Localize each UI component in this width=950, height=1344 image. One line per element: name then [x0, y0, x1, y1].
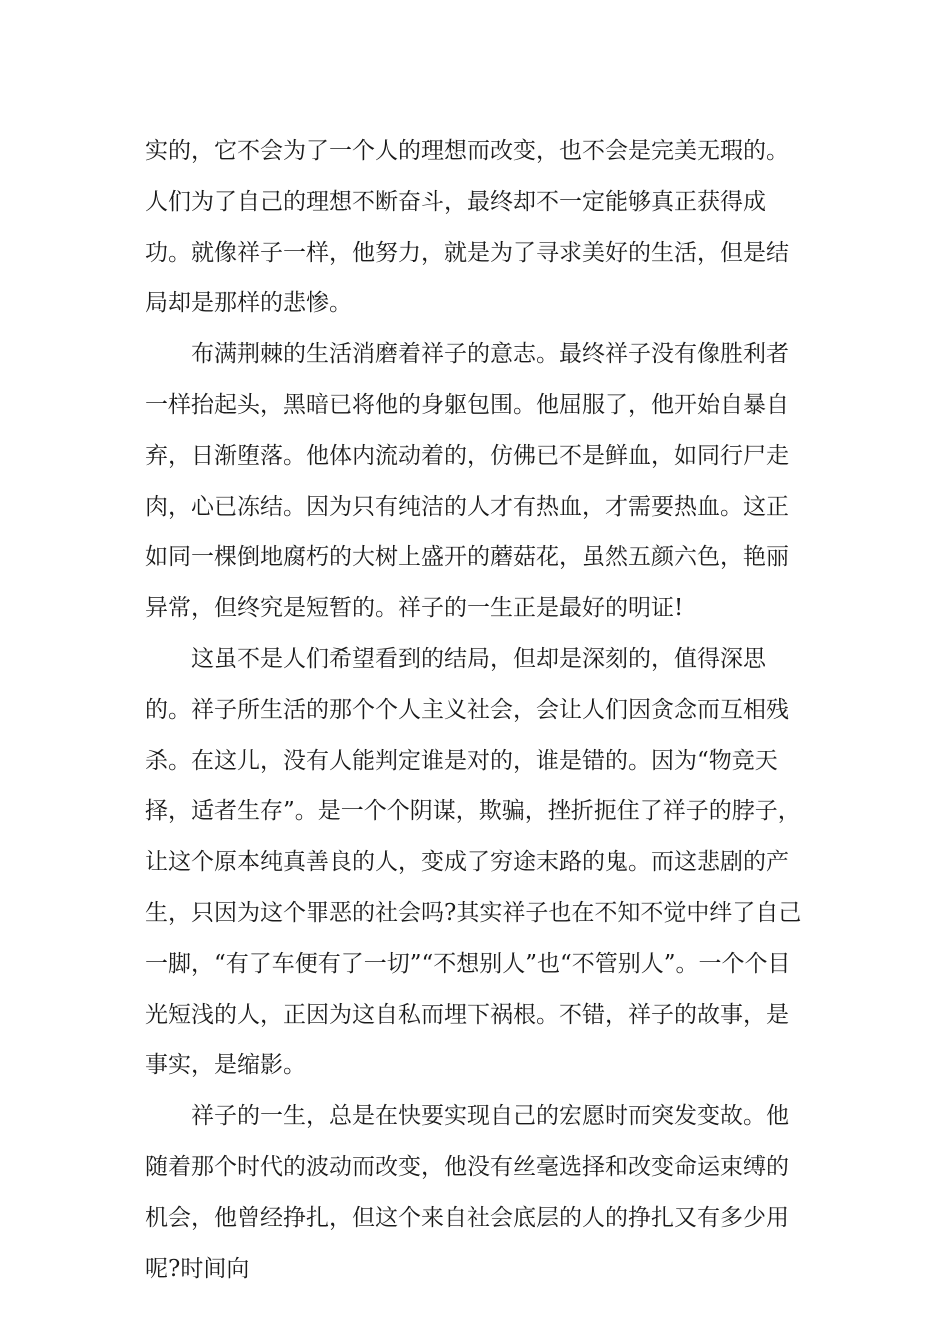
paragraph-1: 实的，它不会为了一个人的理想而改变，也不会是完美无瑕的。人们为了自己的理想不断奋斗，最终却不一定能够真正获得成功。就像祥子一样，他努力，就是为了寻求美好的生活，但是结局却是那样的悲惨。	[145, 138, 789, 317]
paragraph-4: 祥子的一生，总是在快要实现自己的宏愿时而突发变故。他随着那个时代的波动而改变，他没有丝毫选择和改变命运束缚的机会，他曾经挣扎，但这个来自社会底层的人的挣扎又有多少用呢?时间向	[145, 1103, 789, 1282]
paragraph-3: 这虽不是人们希望看到的结局，但却是深刻的，值得深思的。祥子所生活的那个个人主义社会，会让人们因贪念而互相残杀。在这儿，没有人能判定谁是对的，谁是错的。因为“物竞天择，适者生存”。是一个个阴谋，欺骗，挫折扼住了祥子的脖子，让这个原本纯真善良的人，变成了穷途末路的鬼。而这悲剧的产生，只因为这个罪恶的社会吗?其实祥子也在不知不觉中绊了自己一脚，“有了车便有了一切”“不想别人”也“不管别人”。一个个目光短浅的人，正因为这自私而埋下祸根。不错，祥子的故事，是事实，是缩影。	[145, 645, 802, 1079]
paragraph-2: 布满荆棘的生活消磨着祥子的意志。最终祥子没有像胜利者一样抬起头，黑暗已将他的身躯包围。他屈服了，他开始自暴自弃，日渐堕落。他体内流动着的，仿佛已不是鲜血，如同行尸走肉，心已冻结。因为只有纯洁的人才有热血，才需要热血。这正如同一棵倒地腐朽的大树上盛开的蘑菇花，虽然五颜六色，艳丽异常，但终究是短暂的。祥子的一生正是最好的明证!	[145, 341, 789, 622]
document-body	[145, 126, 805, 1294]
